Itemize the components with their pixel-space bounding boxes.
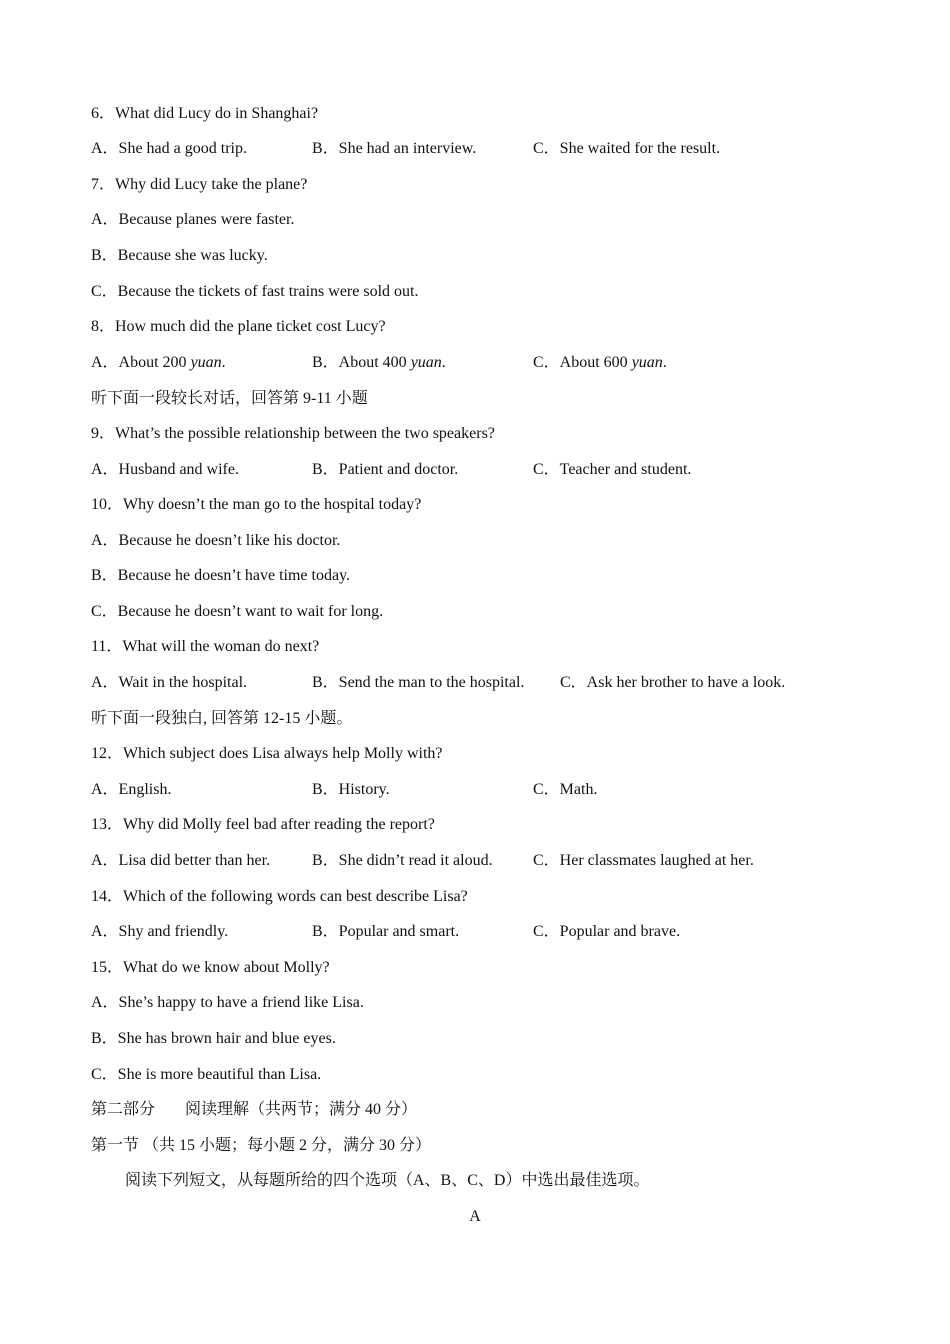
option-c: C．Popular and brave. <box>533 923 681 940</box>
unit-yuan: yuan <box>410 354 442 371</box>
question-9: 9．What’s the possible relationship between the two speakers? <box>91 425 495 442</box>
option-a: A．Because he doesn’t like his doctor. <box>91 532 341 549</box>
reading-directions: 阅读下列短文，从每题所给的四个选项（A、B、C、D）中选出最佳选项。 <box>125 1172 650 1189</box>
option-b: B．Patient and doctor. <box>312 461 459 478</box>
question-13: 13．Why did Molly feel bad after reading the report? <box>91 816 435 833</box>
option-b: B．Send the man to the hospital. <box>312 674 525 691</box>
option-c: C．Because he doesn’t want to wait for long. <box>91 603 384 620</box>
option-b: B．Because she was lucky. <box>91 247 268 264</box>
option-a: A．Shy and friendly. <box>91 923 229 940</box>
option-c: C．Her classmates laughed at her. <box>533 852 754 869</box>
option-a: A．About 200 yuan. <box>91 354 226 371</box>
instruction-monologue: 听下面一段独白, 回答第 12-15 小题。 <box>91 710 353 727</box>
part-two-title: 阅读理解（共两节；满分 40 分） <box>185 1101 418 1118</box>
option-b: B．She had an interview. <box>312 140 477 157</box>
question-7: 7．Why did Lucy take the plane? <box>91 176 308 193</box>
option-c: C．She is more beautiful than Lisa. <box>91 1066 322 1083</box>
option-a: A．She had a good trip. <box>91 140 247 157</box>
question-8: 8．How much did the plane ticket cost Lucy? <box>91 318 386 335</box>
question-6: 6．What did Lucy do in Shanghai? <box>91 105 319 122</box>
option-b: B．History. <box>312 781 390 798</box>
option-a: A．English. <box>91 781 172 798</box>
question-12: 12．Which subject does Lisa always help Molly with? <box>91 745 443 762</box>
option-b: B．About 400 yuan. <box>312 354 446 371</box>
option-b: B．She has brown hair and blue eyes. <box>91 1030 336 1047</box>
option-a: A．She’s happy to have a friend like Lisa. <box>91 994 364 1011</box>
question-14: 14．Which of the following words can best describe Lisa? <box>91 888 468 905</box>
option-c: C．Math. <box>533 781 598 798</box>
question-10: 10．Why doesn’t the man go to the hospital today? <box>91 496 422 513</box>
option-c: C．Because the tickets of fast trains were sold out. <box>91 283 419 300</box>
option-a: A．Lisa did better than her. <box>91 852 271 869</box>
part-two-label: 第二部分 <box>91 1101 156 1118</box>
option-a: A．Wait in the hospital. <box>91 674 248 691</box>
option-c: C．Teacher and student. <box>533 461 692 478</box>
option-a: A．Husband and wife. <box>91 461 239 478</box>
question-15: 15．What do we know about Molly? <box>91 959 330 976</box>
section-one-heading: 第一节 （共 15 小题；每小题 2 分，满分 30 分） <box>91 1137 432 1154</box>
instruction-dialogue: 听下面一段较长对话，回答第 9-11 小题 <box>91 390 368 407</box>
option-c: C．Ask her brother to have a look. <box>560 674 786 691</box>
option-c: C．She waited for the result. <box>533 140 721 157</box>
part-two-heading <box>91 1099 417 1121</box>
option-a: A．Because planes were faster. <box>91 211 295 228</box>
option-b: B．Popular and smart. <box>312 923 460 940</box>
passage-label: A <box>469 1208 481 1225</box>
option-b: B．Because he doesn’t have time today. <box>91 567 351 584</box>
option-b: B．She didn’t read it aloud. <box>312 852 493 869</box>
question-11: 11．What will the woman do next? <box>91 638 320 655</box>
unit-yuan: yuan <box>190 354 222 371</box>
option-c: C．About 600 yuan. <box>533 354 667 371</box>
unit-yuan: yuan <box>631 354 663 371</box>
